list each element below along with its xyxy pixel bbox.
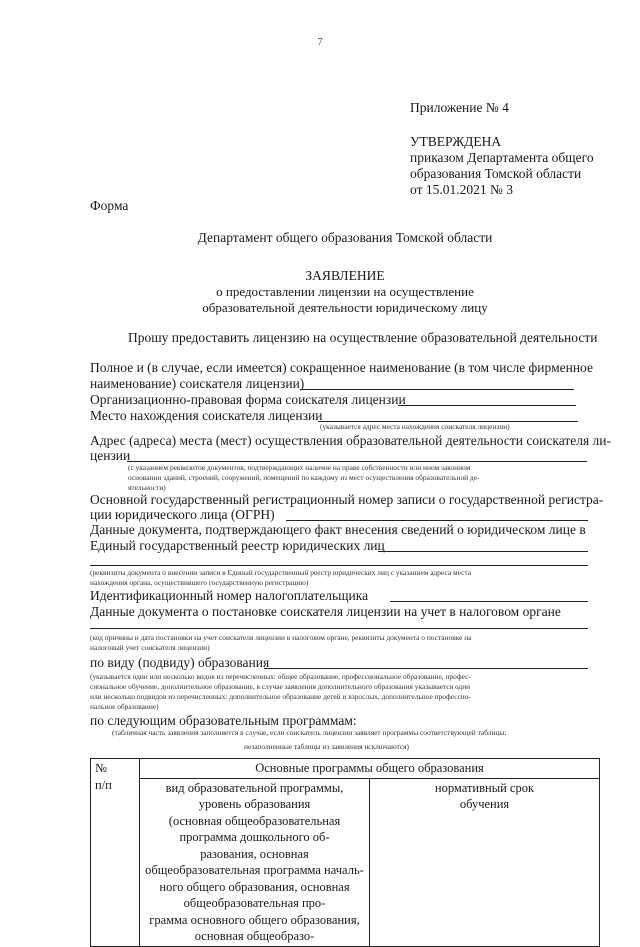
- programs-table: [90, 758, 600, 947]
- order-line-1: приказом Департамента общего: [410, 150, 594, 165]
- page-number: 7: [317, 36, 323, 48]
- edu-type-note-3: или несколько подвидов из перечисленных: дополнительное образование детей и взрослых, дополнительное профессио-: [90, 692, 471, 701]
- form-label: Форма: [90, 198, 129, 213]
- ogrn-label-1: Основной государственный регистрационный номер записи о государственной регистра-: [90, 492, 604, 507]
- col-kind-line: разования, основная общеобразовательная программа началь-: [145, 846, 364, 877]
- tax-note-1: (код причины и дата постановки на учет соискателя лицензии в налоговом органе, реквизиты документа о постановке на: [90, 633, 472, 642]
- edu-type-label: по виду (подвиду) образования: [90, 655, 270, 670]
- tax-doc-field[interactable]: [90, 628, 588, 629]
- col-number-header: [91, 759, 140, 947]
- programs-label: по следующим образовательным программам:: [90, 713, 357, 728]
- subtitle-line-1: о предоставлении лицензии на осуществление: [216, 284, 474, 299]
- address-label-2: цензии: [90, 448, 131, 463]
- egrul-doc-note-2: нахождения органа, осуществившего государственную регистрацию): [90, 578, 309, 587]
- egrul-doc-field[interactable]: [378, 551, 588, 552]
- col-term-line-2: обучения: [459, 797, 510, 811]
- egrul-doc-label-2: Единый государственный реестр юридических лиц: [90, 538, 385, 553]
- address-note-1: (с указанием реквизитов документов, подтверждающих наличие на праве собственности или ином законном: [128, 463, 471, 472]
- edu-type-note-1: (указывается один или несколько видов из перечисленных: общее образование, профессиональное образование, профес-: [90, 672, 471, 681]
- egrul-doc-note-1: (реквизиты документа о внесении записи в Единый государственный реестр юридических лиц с указанием адреса места: [90, 568, 471, 577]
- col-term-header: [370, 778, 600, 946]
- full-name-label-2: наименование) соискателя лицензии): [90, 376, 305, 391]
- location-label: Место нахождения соискателя лицензии: [90, 408, 323, 423]
- legal-form-field[interactable]: [398, 405, 576, 406]
- table-header: Основные программы общего образования: [140, 759, 600, 779]
- col-term-line-1: нормативный срок: [434, 780, 535, 795]
- tax-doc-label: Данные документа о постановке соискателя лицензии на учет в налоговом органе: [90, 604, 561, 619]
- inn-field[interactable]: [390, 601, 588, 602]
- order-line-3: от 15.01.2021 № 3: [410, 182, 513, 197]
- programs-note-2: незаполненные таблицы из заявления исключаются): [244, 742, 409, 751]
- egrul-doc-label-1: Данные документа, подтверждающего факт внесения сведений о юридическом лице в: [90, 522, 586, 537]
- full-name-field[interactable]: [300, 389, 574, 390]
- col-number-line-2: п/п: [95, 777, 112, 792]
- approved-label: УТВЕРЖДЕНА: [410, 134, 502, 149]
- col-kind-line: (основная общеобразовательная программа дошкольного об-: [168, 813, 341, 844]
- request-text: Прошу предоставить лицензию на осуществление образовательной деятельности: [128, 330, 598, 345]
- col-kind-line: грамма основного общего образования, основная общеобразо-: [149, 912, 360, 943]
- col-kind-header: [140, 778, 370, 946]
- location-note: (указывается адрес места нахождения соискателя лицензии): [320, 422, 510, 431]
- edu-type-note-4: нальное образование): [90, 702, 159, 711]
- document-title: ЗАЯВЛЕНИЕ: [305, 268, 385, 283]
- department-name: Департамент общего образования Томской области: [197, 230, 493, 245]
- ogrn-field[interactable]: [286, 520, 588, 521]
- ogrn-label-2: ции юридического лица (ОГРН): [90, 507, 275, 522]
- subtitle-line-2: образовательной деятельности юридическому лицу: [202, 300, 488, 315]
- address-note-2: основании зданий, строений, сооружений, помещений по каждому из мест осуществления образовательной де-: [128, 473, 480, 482]
- inn-label: Идентификационный номер налогоплательщика: [90, 588, 369, 603]
- col-kind-line: вид образовательной программы, уровень образования: [165, 780, 344, 811]
- address-label-1: Адрес (адреса) места (мест) осуществления образовательной деятельности соискателя ли-: [90, 433, 612, 448]
- tax-note-2: налоговый учет соискателя лицензии): [90, 643, 210, 652]
- address-field[interactable]: [127, 461, 587, 462]
- egrul-doc-field-continued[interactable]: [90, 565, 588, 566]
- full-name-label-1: Полное и (в случае, если имеется) сокращенное наименование (в том числе фирменное: [90, 360, 593, 375]
- edu-type-note-2: сиональное обучение, дополнительное образование, в случае заявления дополнительного образования указывается один: [90, 682, 471, 691]
- col-number-line-1: №: [95, 761, 107, 775]
- legal-form-label: Организационно-правовая форма соискателя лицензии: [90, 392, 406, 407]
- order-line-2: образования Томской области: [410, 166, 582, 181]
- edu-type-field[interactable]: [264, 668, 588, 669]
- appendix-label: Приложение № 4: [410, 100, 509, 115]
- programs-note-1: (табличная часть заявления заполняется в случае, если соискатель лицензии заявляет программы соответствующей таблицы;: [112, 728, 507, 737]
- col-kind-line: ного общего образования, основная общеобразовательная про-: [159, 879, 350, 910]
- address-note-3: ятельности): [128, 483, 166, 492]
